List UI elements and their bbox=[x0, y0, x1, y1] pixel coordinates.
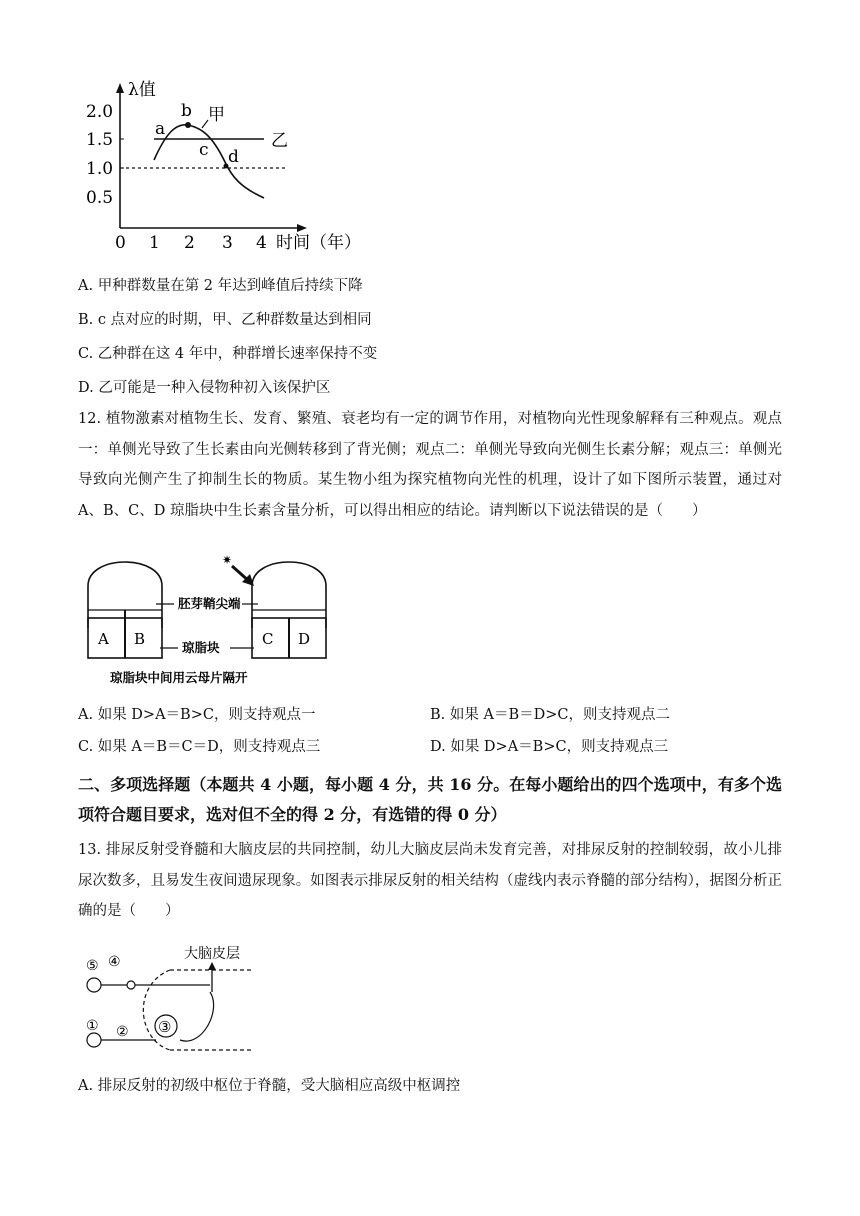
q12-option-b: B. 如果 A＝B＝D>C，则支持观点二 bbox=[430, 707, 670, 723]
label-3: ③ bbox=[158, 1018, 172, 1036]
point-b-label: b bbox=[181, 101, 192, 121]
neuron-5-body bbox=[87, 978, 101, 992]
label-agar-block: 琼脂块 bbox=[182, 640, 220, 655]
block-b-label: B bbox=[134, 630, 146, 648]
q12-stem: 12. 植物激素对植物生长、发育、繁殖、衰老均有一定的调节作用，对植物向光性现象解释有三种观点。观点一：单侧光导致了生长素由向光侧转移到了背光侧；观点二：单侧光导致向光侧生长素分解；观点三：单侧光导致向光侧产生了抑制生长的物质。某生物小组为探究植物向光性的机理，设计了如下图所示装置，通过对 A、B、C、D 琼脂块中生长素含量分析，可以得出相应的结论。请判断以下说法错误的是（ ） bbox=[78, 411, 782, 519]
q13-option-a: A. 排尿反射的初级中枢位于脊髓，受大脑相应高级中枢调控 bbox=[78, 1078, 461, 1094]
descending-fiber bbox=[180, 992, 214, 1041]
population-lambda-graph bbox=[78, 78, 378, 258]
x-axis-arrow bbox=[297, 224, 307, 232]
y-tick-label: 0.5 bbox=[86, 188, 114, 208]
section-2-heading: 二、多项选择题（本题共 4 小题，每小题 4 分，共 16 分。在每小题给出的四个选项中，有多个选项符合题目要求，选对但不全的得 2 分，有选错的得 0 分） bbox=[78, 775, 782, 824]
cortex-arrow-head bbox=[208, 962, 216, 970]
series-jia-label: 甲 bbox=[208, 105, 225, 125]
y-tick-label: 2.0 bbox=[86, 102, 114, 122]
x-tick-label: 3 bbox=[222, 233, 233, 253]
block-d-label: D bbox=[298, 630, 311, 648]
urination-reflex-figure bbox=[82, 940, 262, 1060]
label-coleoptile-tip: 胚芽鞘尖端 bbox=[178, 596, 241, 611]
q13-stem: 13. 排尿反射受脊髓和大脑皮层的共同控制，幼儿大脑皮层尚未发育完善，对排尿反射的控制较弱，故小儿排尿次数多，且易发生夜间遗尿现象。如图表示排尿反射的相关结构（虚线内表示脊髓的部分结构），据图分析正确的是（ ） bbox=[78, 842, 782, 919]
q12-option-d: D. 如果 D>A＝B>C，则支持观点三 bbox=[430, 739, 669, 755]
label-4: ④ bbox=[108, 954, 121, 970]
figure-caption: 琼脂块中间用云母片隔开 bbox=[110, 670, 248, 685]
neuron-1-body bbox=[87, 1033, 101, 1047]
label-2: ② bbox=[116, 1024, 129, 1040]
spinal-left-border bbox=[143, 970, 170, 1050]
y-tick-label: 1.5 bbox=[86, 130, 114, 150]
x-tick-label: 0 bbox=[115, 233, 126, 253]
q11-option-d: D. 乙可能是一种入侵物种初入该保护区 bbox=[78, 380, 331, 396]
cortex-label: 大脑皮层 bbox=[184, 946, 240, 962]
block-c-label: C bbox=[262, 630, 274, 648]
series-yi-label: 乙 bbox=[271, 131, 288, 151]
y-tick-label: 1.0 bbox=[86, 159, 114, 179]
series-jia-curve bbox=[154, 125, 264, 198]
light-source-icon: ✷ bbox=[222, 553, 233, 567]
q12-option-a: A. 如果 D>A＝B>C，则支持观点一 bbox=[78, 707, 316, 723]
point-c-label: c bbox=[199, 140, 209, 160]
block-a-label: A bbox=[98, 630, 109, 648]
q11-option-a: A. 甲种群数量在第 2 年达到峰值后持续下降 bbox=[78, 278, 363, 294]
label-5: ⑤ bbox=[86, 958, 99, 974]
q12-option-c: C. 如果 A＝B＝C＝D，则支持观点三 bbox=[78, 739, 321, 755]
y-axis-arrow bbox=[116, 83, 124, 93]
q11-option-b: B. c 点对应的时期，甲、乙种群数量达到相同 bbox=[78, 312, 372, 328]
x-tick-label: 1 bbox=[149, 233, 160, 253]
q11-option-c: C. 乙种群在这 4 年中，种群增长速率保持不变 bbox=[78, 346, 378, 362]
x-tick-label: 2 bbox=[184, 233, 195, 253]
phototropism-apparatus-figure bbox=[82, 548, 342, 698]
point-a-label: a bbox=[155, 119, 166, 139]
point-b-dot bbox=[185, 122, 191, 128]
label-1: ① bbox=[86, 1018, 99, 1034]
synapse-4 bbox=[127, 981, 135, 989]
y-axis-label: λ值 bbox=[128, 80, 156, 100]
point-d-label: d bbox=[228, 147, 239, 167]
x-tick-label: 4 bbox=[256, 233, 267, 253]
x-axis-label: 时间（年） bbox=[276, 233, 361, 253]
